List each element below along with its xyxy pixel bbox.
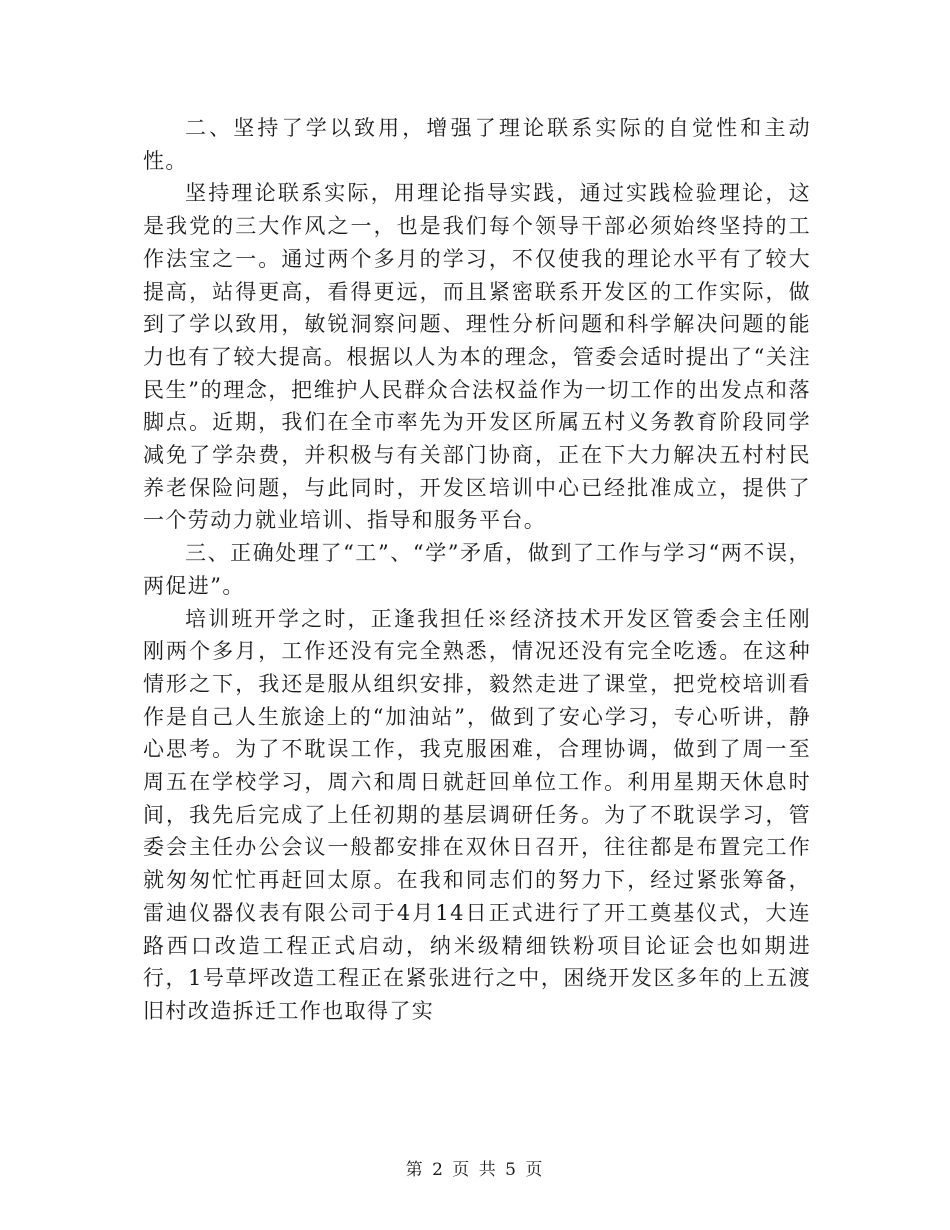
page-number-footer: 第 2 页 共 5 页 xyxy=(405,1160,545,1180)
section-heading-2: 二、坚持了学以致用，增强了理论联系实际的自觉性和主动性。 xyxy=(143,116,811,173)
paragraph: 培训班开学之时，正逢我担任※经济技术开发区管委会主任刚刚两个多月，工作还没有完全熟悉，情况还没有完全吃透。在这种情形之下，我还是服从组织安排，毅然走进了课堂，把党校培训看作是自己人生旅途上的“加油站”，做到了安心学习，专心听讲，静心思考。为了不耽误工作，我克服困难，合理协调，做到了周一至周五在学校学习，周六和周日就赶回单位工作。利用星期天休息时间，我先后完成了上任初期的基层调研任务。为了不耽误学习，管委会主任办公会议一般都安排在双休日召开，往往都是布置完工作就匆匆忙忙再赶回太原。在我和同志们的努力下，经过紧张筹备，雷迪仪器仪表有限公司于4月14日正式进行了开工奠基仪式，大连路西口改造工程正式启动，纳米级精细铁粉项目论证会也如期进行，1号草坪改造工程正在紧张进行之中，困绕开发区多年的上五渡旧村改造拆迁工作也取得了实 xyxy=(143,606,811,1023)
body-text xyxy=(143,112,811,1028)
paragraph: 坚持理论联系实际，用理论指导实践，通过实践检验理论，这是我党的三大作风之一，也是我们每个领导干部必须始终坚持的工作法宝之一。通过两个多月的学习，不仅使我的理论水平有了较大提高，站得更高，看得更远，而且紧密联系开发区的工作实际，做到了学以致用，敏锐洞察问题、理性分析问题和科学解决问题的能力也有了较大提高。根据以人为本的理念，管委会适时提出了“关注民生”的理念，把维护人民群众合法权益作为一切工作的出发点和落脚点。近期，我们在全市率先为开发区所属五村义务教育阶段同学减免了学杂费，并积极与有关部门协商，正在下大力解决五村村民养老保险问题，与此同时，开发区培训中心已经批准成立，提供了一个劳动力就业培训、指导和服务平台。 xyxy=(143,181,811,533)
section-heading-3: 三、正确处理了“工”、“学”矛盾，做到了工作与学习“两不误，两促进”。 xyxy=(143,541,811,598)
